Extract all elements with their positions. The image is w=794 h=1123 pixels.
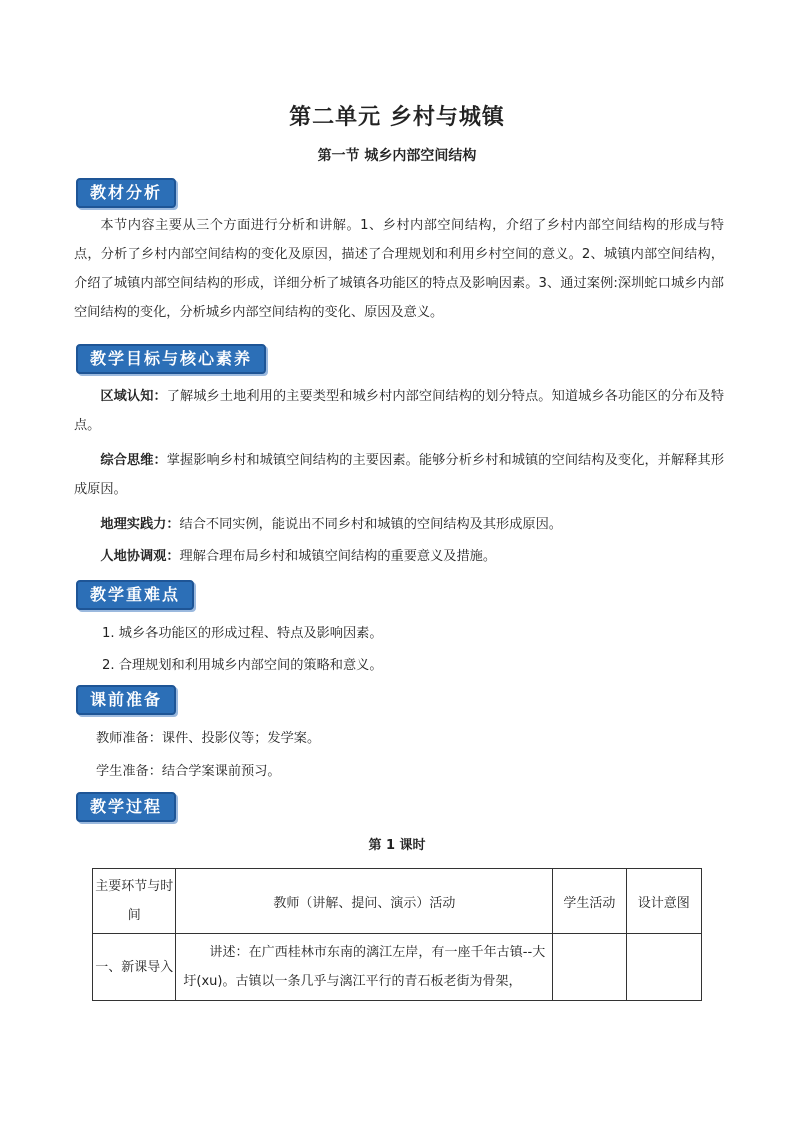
goal-label: 人地协调观： — [100, 549, 180, 564]
section-badge-difficulties: 教学重难点 — [76, 580, 194, 610]
section-badge-analysis: 教材分析 — [76, 178, 176, 208]
goal-integrated-thinking — [74, 446, 724, 504]
goal-label: 地理实践力： — [100, 517, 180, 532]
goal-human-earth — [74, 542, 724, 571]
goal-text: 了解城乡土地利用的主要类型和城乡村内部空间结构的划分特点。知道城乡各功能区的分布及特点。 — [74, 389, 725, 433]
section-badge-goals: 教学目标与核心素养 — [76, 344, 266, 374]
cell-stage: 一、新课导入 — [93, 934, 176, 1001]
header-stage: 主要环节与时间 — [93, 869, 176, 934]
difficulty-item: 1. 城乡各功能区的形成过程、特点及影响因素。 — [102, 626, 383, 641]
teacher-preparation: 教师准备：课件、投影仪等；发学案。 — [96, 731, 321, 746]
goal-regional-cognition — [74, 382, 724, 440]
goal-geography-practice — [74, 510, 724, 539]
goal-label: 区域认知： — [100, 389, 167, 404]
analysis-paragraph: 本节内容主要从三个方面进行分析和讲解。1、乡村内部空间结构，介绍了乡村内部空间结构的形成与特点，分析了乡村内部空间结构的变化及原因，描述了合理规划和利用乡村空间的意义。2、城镇内部空间结构，介绍了城镇内部空间结构的形成，详细分析了城镇各功能区的特点及影响因素。3、通过案例:深圳蛇口城乡内部空间结构的变化，分析城乡内部空间结构的变化、原因及意义。 — [74, 218, 724, 320]
section-badge-process: 教学过程 — [76, 792, 176, 822]
student-preparation: 学生准备：结合学案课前预习。 — [96, 764, 281, 779]
difficulty-item: 2. 合理规划和利用城乡内部空间的策略和意义。 — [102, 658, 383, 673]
header-design-intent: 设计意图 — [626, 869, 701, 934]
section-badge-preparation: 课前准备 — [76, 685, 176, 715]
goal-text: 掌握影响乡村和城镇空间结构的主要因素。能够分析乡村和城镇的空间结构及变化，并解释其形成原因。 — [74, 453, 725, 497]
cell-student-activity — [553, 934, 626, 1001]
lesson-label: 第 1 课时 — [368, 838, 426, 853]
page-subtitle: 第一节 城乡内部空间结构 — [317, 148, 477, 164]
goal-text: 结合不同实例，能说出不同乡村和城镇的空间结构及其形成原因。 — [179, 517, 562, 532]
table-header-row — [93, 869, 702, 934]
header-teacher-activity: 教师（讲解、提问、演示）活动 — [176, 869, 553, 934]
goal-label: 综合思维： — [100, 453, 167, 468]
teaching-process-table — [92, 868, 702, 1001]
cell-teacher-activity — [176, 934, 553, 1001]
teacher-activity-text: 讲述：在广西桂林市东南的漓江左岸，有一座千年古镇--大圩(xu)。古镇以一条几乎与漓江平行的青石板老街为骨架， — [183, 945, 546, 989]
goal-text: 理解合理布局乡村和城镇空间结构的重要意义及措施。 — [179, 549, 497, 564]
cell-design-intent — [626, 934, 701, 1001]
header-student-activity: 学生活动 — [553, 869, 626, 934]
page-title: 第二单元 乡村与城镇 — [289, 105, 505, 130]
table-row — [93, 934, 702, 1001]
